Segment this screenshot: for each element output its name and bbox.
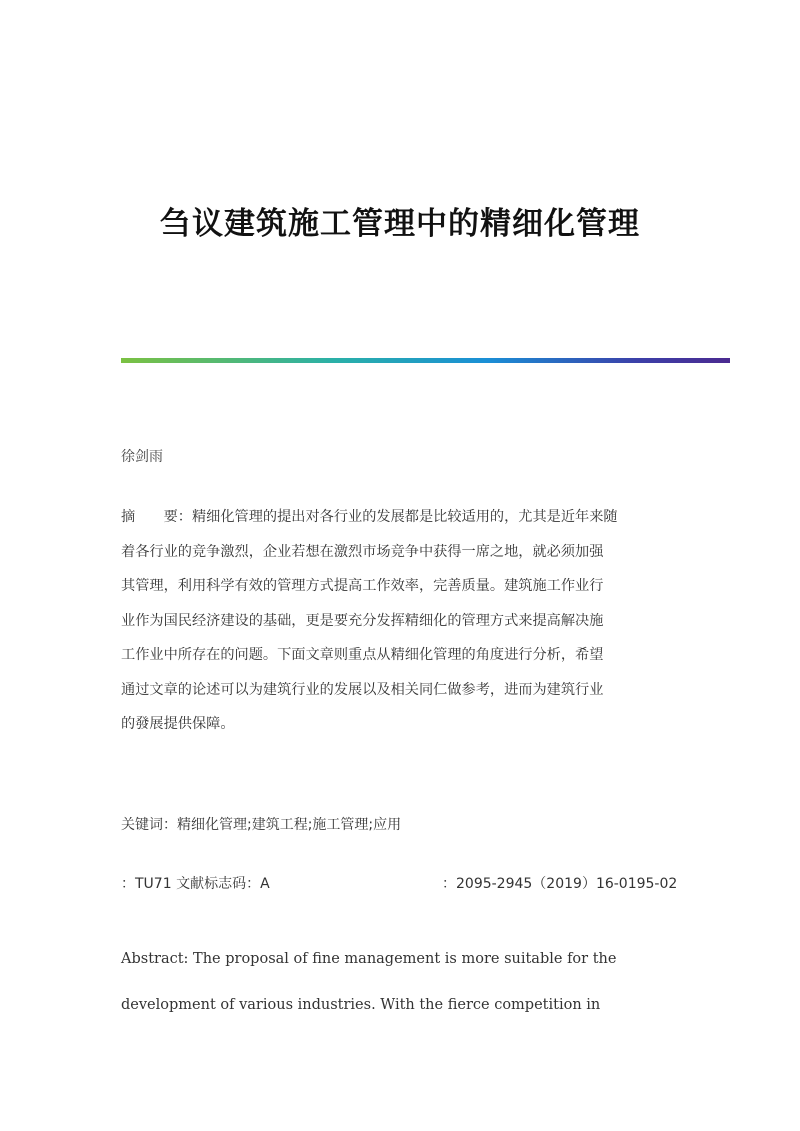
english-abstract-line: development of various industries. With the fierce competition in bbox=[121, 997, 601, 1013]
article-number: ：2095-2945（2019）16-0195-02 bbox=[442, 876, 678, 892]
chinese-abstract bbox=[121, 500, 681, 742]
english-abstract bbox=[121, 936, 701, 1028]
classification-line bbox=[121, 873, 681, 893]
classification-code: ：TU71 文献标志码：A bbox=[121, 876, 270, 892]
abstract-line: 业作为国民经济建设的基础，更是要充分发挥精细化的管理方式来提高解决施 bbox=[121, 612, 604, 629]
title-divider bbox=[121, 358, 730, 363]
abstract-line: 工作业中所存在的问题。下面文章则重点从精细化管理的角度进行分析，希望 bbox=[121, 647, 604, 663]
abstract-line: 通过文章的论述可以为建筑行业的发展以及相关同仁做参考，进而为建筑行业 bbox=[121, 681, 604, 698]
english-abstract-line: Abstract: The proposal of fine management is more suitable for the bbox=[121, 951, 617, 967]
author-name: 徐剑雨 bbox=[121, 449, 163, 465]
keywords: 关键词：精细化管理;建筑工程;施工管理;应用 bbox=[121, 817, 402, 833]
document-title: 刍议建筑施工管理中的精细化管理 bbox=[160, 206, 640, 242]
abstract-line: 的發展提供保障。 bbox=[121, 716, 235, 732]
abstract-line: 摘 要：精细化管理的提出对各行业的发展都是比较适用的，尤其是近年来随 bbox=[121, 509, 618, 525]
abstract-line: 其管理，利用科学有效的管理方式提高工作效率，完善质量。建筑施工作业行 bbox=[121, 578, 604, 594]
abstract-line: 着各行业的竞争激烈，企业若想在激烈市场竞争中获得一席之地，就必须加强 bbox=[121, 543, 604, 560]
